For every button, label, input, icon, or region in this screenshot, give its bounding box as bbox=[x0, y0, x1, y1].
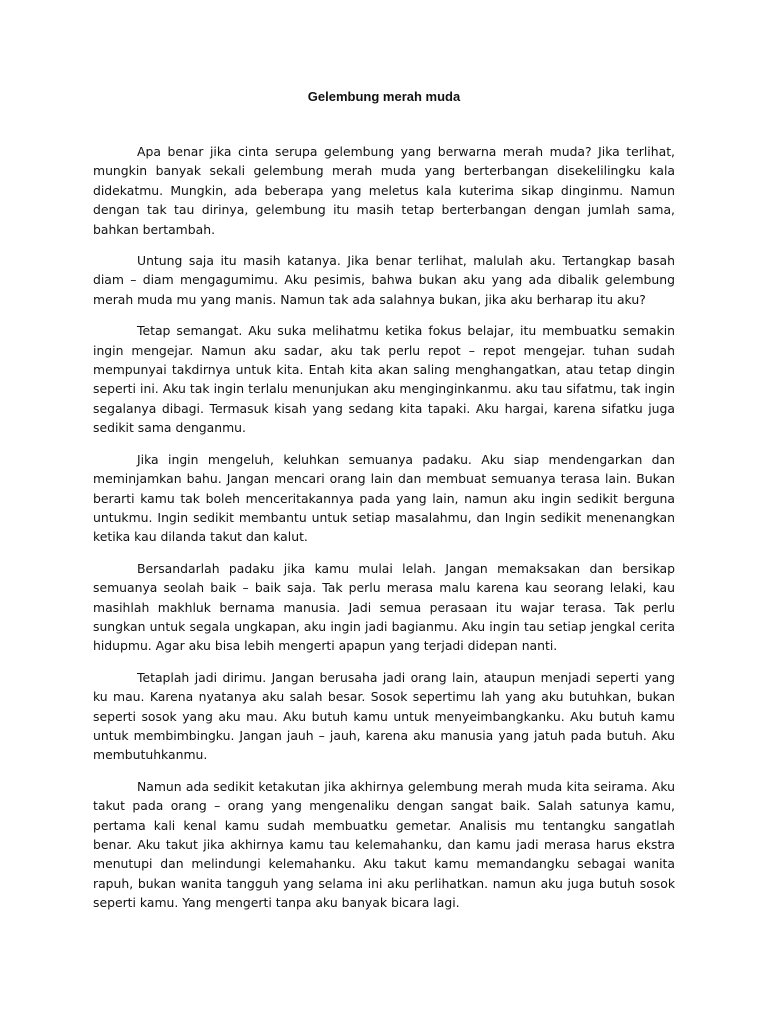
paragraph-1: Apa benar jika cinta serupa gelembung yang berwarna merah muda? Jika terlihat, mungkin banyak sekali gelembung merah muda yang berterbangan disekelilingku kala didekatmu. Mungkin, ada beberapa yang meletus kala kuterima sikap dinginmu. Namun dengan tak tau dirinya, gelembung itu masih tetap berterbangan dengan jumlah sama, bahkan bertambah. bbox=[93, 144, 675, 237]
paragraph-3: Tetap semangat. Aku suka melihatmu ketika fokus belajar, itu membuatku semakin ingin mengejar. Namun aku sadar, aku tak perlu repot – repot mengejar. tuhan sudah mempunyai takdirnya untuk kita. Entah kita akan saling menghangatkan, atau tetap dingin seperti ini. Aku tak ingin terlalu menunjukan aku menginginkanmu. aku tau sifatmu, tak ingin segalanya dibagi. Termasuk kisah yang sedang kita tapaki. Aku hargai, karena sifatku juga sedikit sama denganmu. bbox=[93, 323, 675, 436]
paragraph-4: Jika ingin mengeluh, keluhkan semuanya padaku. Aku siap mendengarkan dan meminjamkan bahu. Jangan mencari orang lain dan membuat semuanya terasa lain. Bukan berarti kamu tak boleh menceritakannya pada yang lain, namun aku ingin sedikit berguna untukmu. Ingin sedikit membantu untuk setiap masalahmu, dan Ingin sedikit menenangkan ketika kau dilanda takut dan kalut. bbox=[93, 451, 675, 545]
paragraph-6: Tetaplah jadi dirimu. Jangan berusaha jadi orang lain, ataupun menjadi seperti yang ku mau. Karena nyatanya aku salah besar. Sosok sepertimu lah yang aku butuhkan, bukan seperti sosok yang aku mau. Aku butuh kamu untuk menyeimbangkanku. Aku butuh kamu untuk membimbingku. Jangan jauh – jauh, karena aku manusia yang jatuh pada butuh. Aku membutuhkanmu. bbox=[93, 669, 675, 763]
paragraph-2: Untung saja itu masih katanya. Jika benar terlihat, malulah aku. Tertangkap basah diam – diam mengagumimu. Aku pesimis, bahwa bukan aku yang ada dibalik gelembung merah muda mu yang manis. Namun tak ada salahnya bukan, jika aku berharap itu aku? bbox=[93, 253, 675, 307]
paragraph-7: Namun ada sedikit ketakutan jika akhirnya gelembung merah muda kita seirama. Aku takut pada orang – orang yang mengenaliku dengan sangat baik. Salah satunya kamu, pertama kali kenal kamu sudah membuatku gemetar. Analisis mu tentangku sangatlah benar. Aku takut jika akhirnya kamu tau kelemahanku, dan kamu jadi merasa harus ekstra menutupi dan melindungi kelemahanku. Aku takut kamu memandangku sebagai wanita rapuh, bukan wanita tangguh yang selama ini aku perlihatkan. namun aku juga butuh sosok seperti kamu. Yang mengerti tanpa aku banyak bicara lagi. bbox=[93, 778, 675, 911]
document-body bbox=[93, 142, 675, 925]
document-title: Gelembung merah muda bbox=[307, 89, 461, 104]
paragraph-5: Bersandarlah padaku jika kamu mulai lelah. Jangan memaksakan dan bersikap semuanya seolah baik – baik saja. Tak perlu merasa malu karena kau seorang lelaki, kau masihlah makhluk bernama manusia. Jadi semua perasaan itu wajar terasa. Tak perlu sungkan untuk segala ungkapan, aku ingin jadi bagianmu. Aku ingin tau setiap jengkal cerita hidupmu. Agar aku bisa lebih mengerti apapun yang terjadi didepan nanti. bbox=[93, 560, 675, 654]
